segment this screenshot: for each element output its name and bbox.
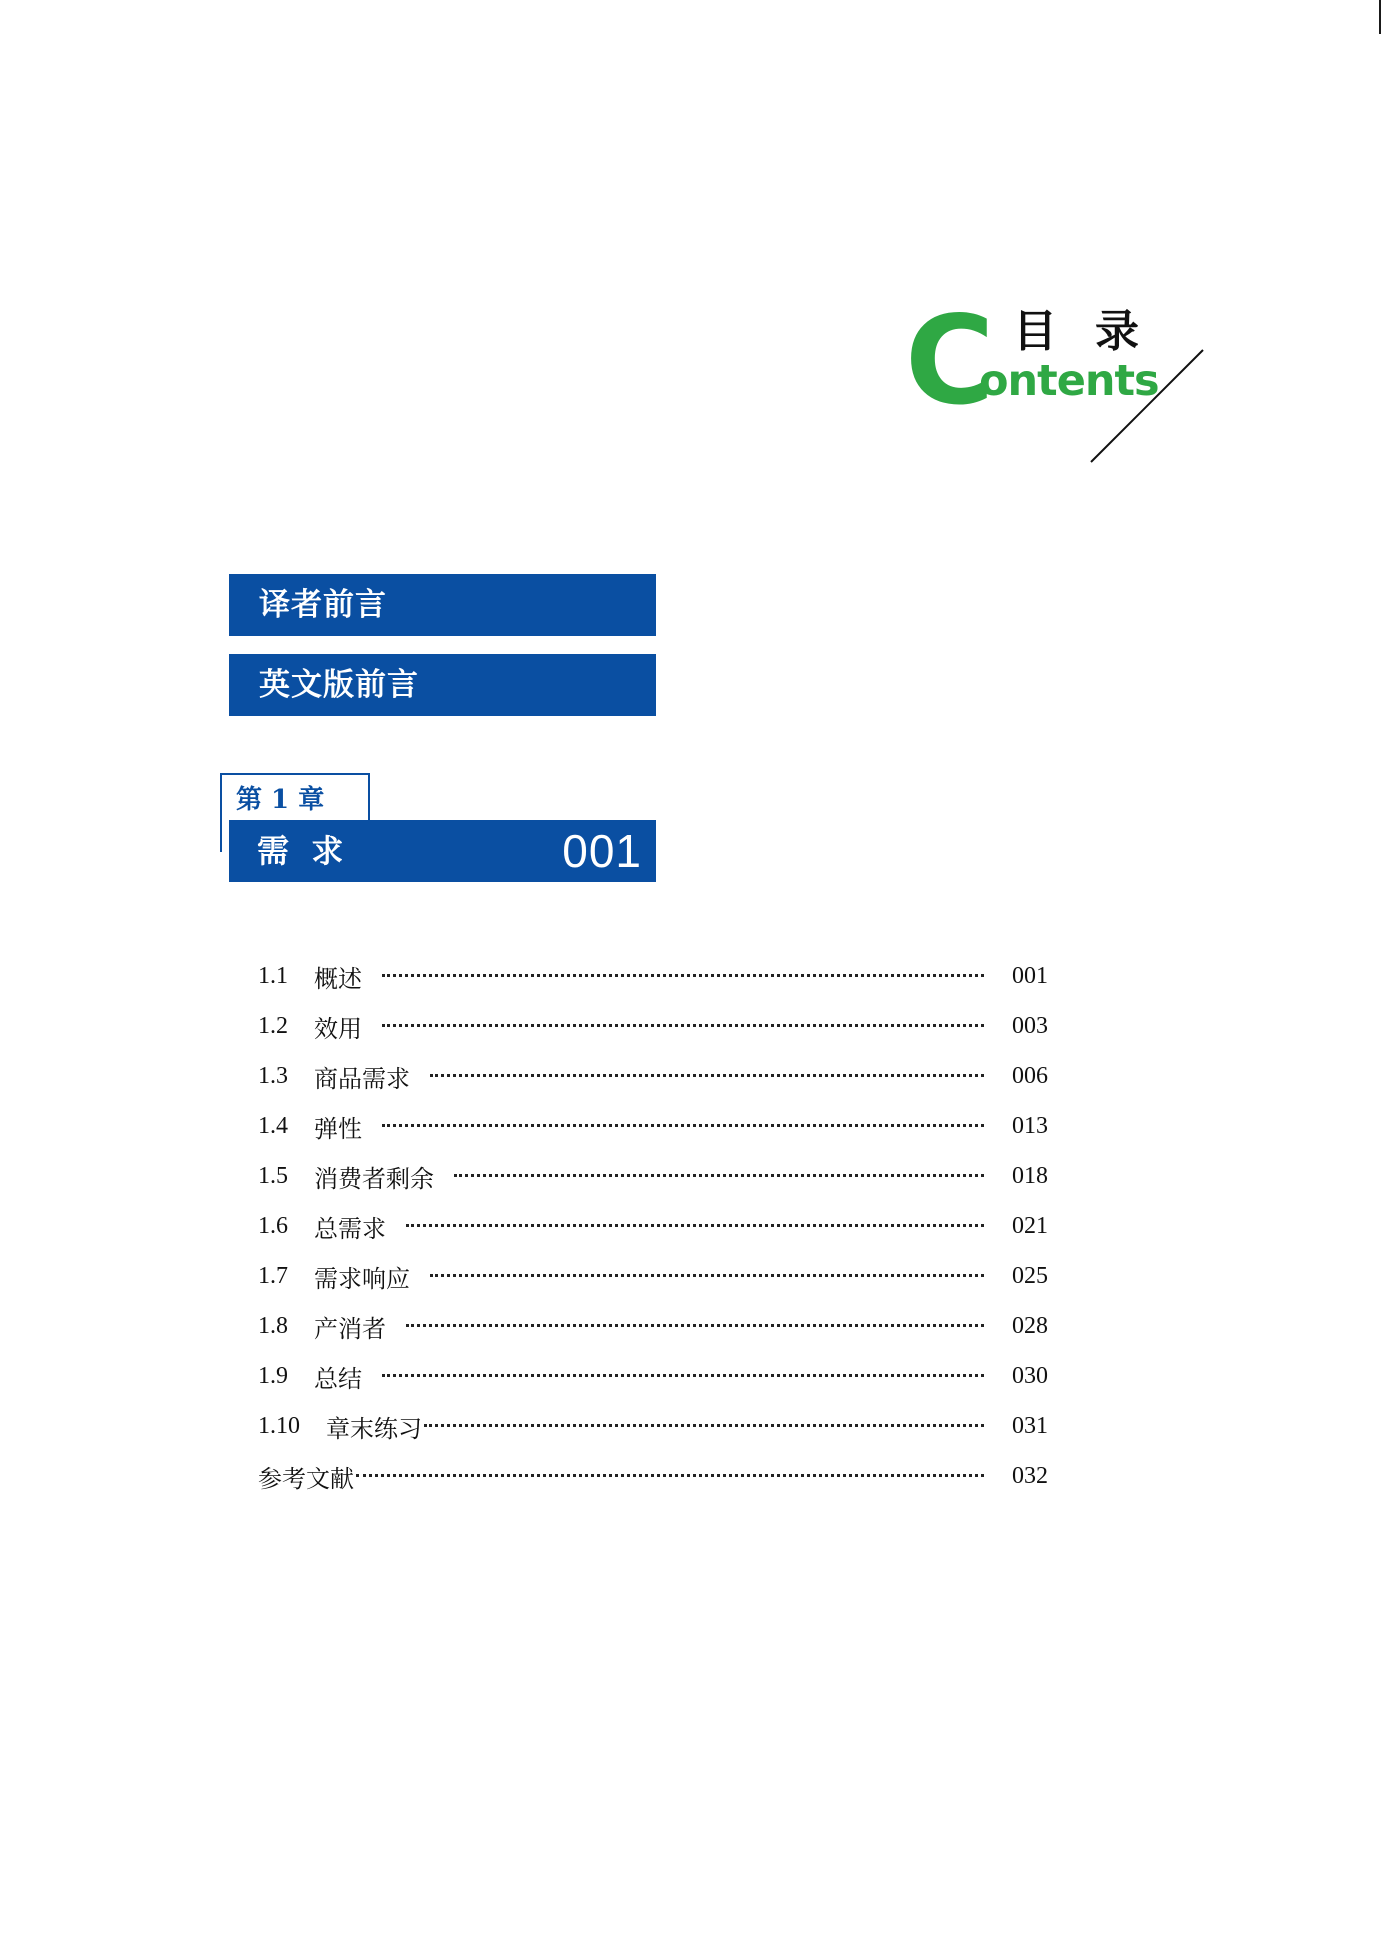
toc-entry-title: 效用 xyxy=(314,1014,362,1043)
toc-entry-page: 021 xyxy=(1012,1212,1048,1239)
toc-entry-title: 概述 xyxy=(314,964,362,993)
toc-entry-number: 1.10 xyxy=(258,1412,300,1439)
dot-leader xyxy=(406,1224,984,1227)
dot-leader xyxy=(454,1174,984,1177)
toc-entry-title: 弹性 xyxy=(314,1114,362,1143)
toc-entry-page: 028 xyxy=(1012,1312,1048,1339)
dot-leader xyxy=(382,1124,984,1127)
toc-entry-number: 1.5 xyxy=(258,1162,288,1189)
toc-entry[interactable] xyxy=(258,1401,1048,1451)
mulu-heading: 目录 xyxy=(1013,306,1177,357)
contents-word: ontents xyxy=(979,356,1159,406)
toc-entry-title: 总结 xyxy=(314,1364,362,1393)
toc-entry-page: 032 xyxy=(1012,1462,1048,1489)
toc-link-english-preface[interactable]: 英文版前言 xyxy=(229,654,656,716)
toc-link-translator-preface[interactable]: 译者前言 xyxy=(229,574,656,636)
page-edge-mark xyxy=(1379,0,1381,34)
toc-entry-page: 025 xyxy=(1012,1262,1048,1289)
toc-entry-title: 章末练习 xyxy=(326,1414,422,1443)
toc-entry-number: 1.4 xyxy=(258,1112,288,1139)
toc-entry-page: 001 xyxy=(1012,962,1048,989)
toc-entry-page: 013 xyxy=(1012,1112,1048,1139)
toc-entry-title: 参考文献 xyxy=(258,1464,354,1493)
toc-entry-title: 消费者剩余 xyxy=(314,1164,434,1193)
chapter-rule xyxy=(220,830,222,852)
toc-entry[interactable] xyxy=(258,1101,1048,1151)
toc-entry-number: 1.2 xyxy=(258,1012,288,1039)
toc-entry-page: 006 xyxy=(1012,1062,1048,1089)
toc-entry-number: 1.3 xyxy=(258,1062,288,1089)
dot-leader xyxy=(382,974,984,977)
chapter-tab: 第 1 章 xyxy=(220,773,370,833)
toc-entry-number: 1.6 xyxy=(258,1212,288,1239)
toc-list xyxy=(258,951,1048,1501)
toc-entry[interactable] xyxy=(258,1001,1048,1051)
toc-entry-page: 003 xyxy=(1012,1012,1048,1039)
chapter-page-number: 001 xyxy=(562,825,642,877)
toc-entry[interactable] xyxy=(258,1351,1048,1401)
toc-entry-number: 1.9 xyxy=(258,1362,288,1389)
toc-entry-number: 1.7 xyxy=(258,1262,288,1289)
dot-leader xyxy=(382,1024,984,1027)
toc-entry-page: 018 xyxy=(1012,1162,1048,1189)
toc-entry-number: 1.1 xyxy=(258,962,288,989)
contents-big-c: C xyxy=(905,290,993,432)
toc-entry[interactable] xyxy=(258,1201,1048,1251)
toc-entry-number: 1.8 xyxy=(258,1312,288,1339)
toc-entry[interactable] xyxy=(258,1151,1048,1201)
chapter-title: 需 求 xyxy=(257,832,344,870)
toc-entry-title: 商品需求 xyxy=(314,1064,410,1093)
toc-entry[interactable] xyxy=(258,1251,1048,1301)
toc-entry-title: 产消者 xyxy=(314,1314,386,1343)
toc-entry[interactable] xyxy=(258,951,1048,1001)
dot-leader xyxy=(430,1274,984,1277)
dot-leader xyxy=(382,1374,984,1377)
toc-entry[interactable] xyxy=(258,1051,1048,1101)
dot-leader xyxy=(430,1074,984,1077)
dot-leader xyxy=(424,1424,984,1427)
chapter-bar[interactable] xyxy=(229,820,656,882)
toc-entry-title: 总需求 xyxy=(314,1214,386,1243)
dot-leader xyxy=(356,1474,984,1477)
toc-entry-page: 030 xyxy=(1012,1362,1048,1389)
contents-logo xyxy=(905,290,1205,470)
toc-entry-references[interactable] xyxy=(258,1451,1048,1501)
toc-entry-page: 031 xyxy=(1012,1412,1048,1439)
toc-entry[interactable] xyxy=(258,1301,1048,1351)
toc-entry-title: 需求响应 xyxy=(314,1264,410,1293)
dot-leader xyxy=(406,1324,984,1327)
